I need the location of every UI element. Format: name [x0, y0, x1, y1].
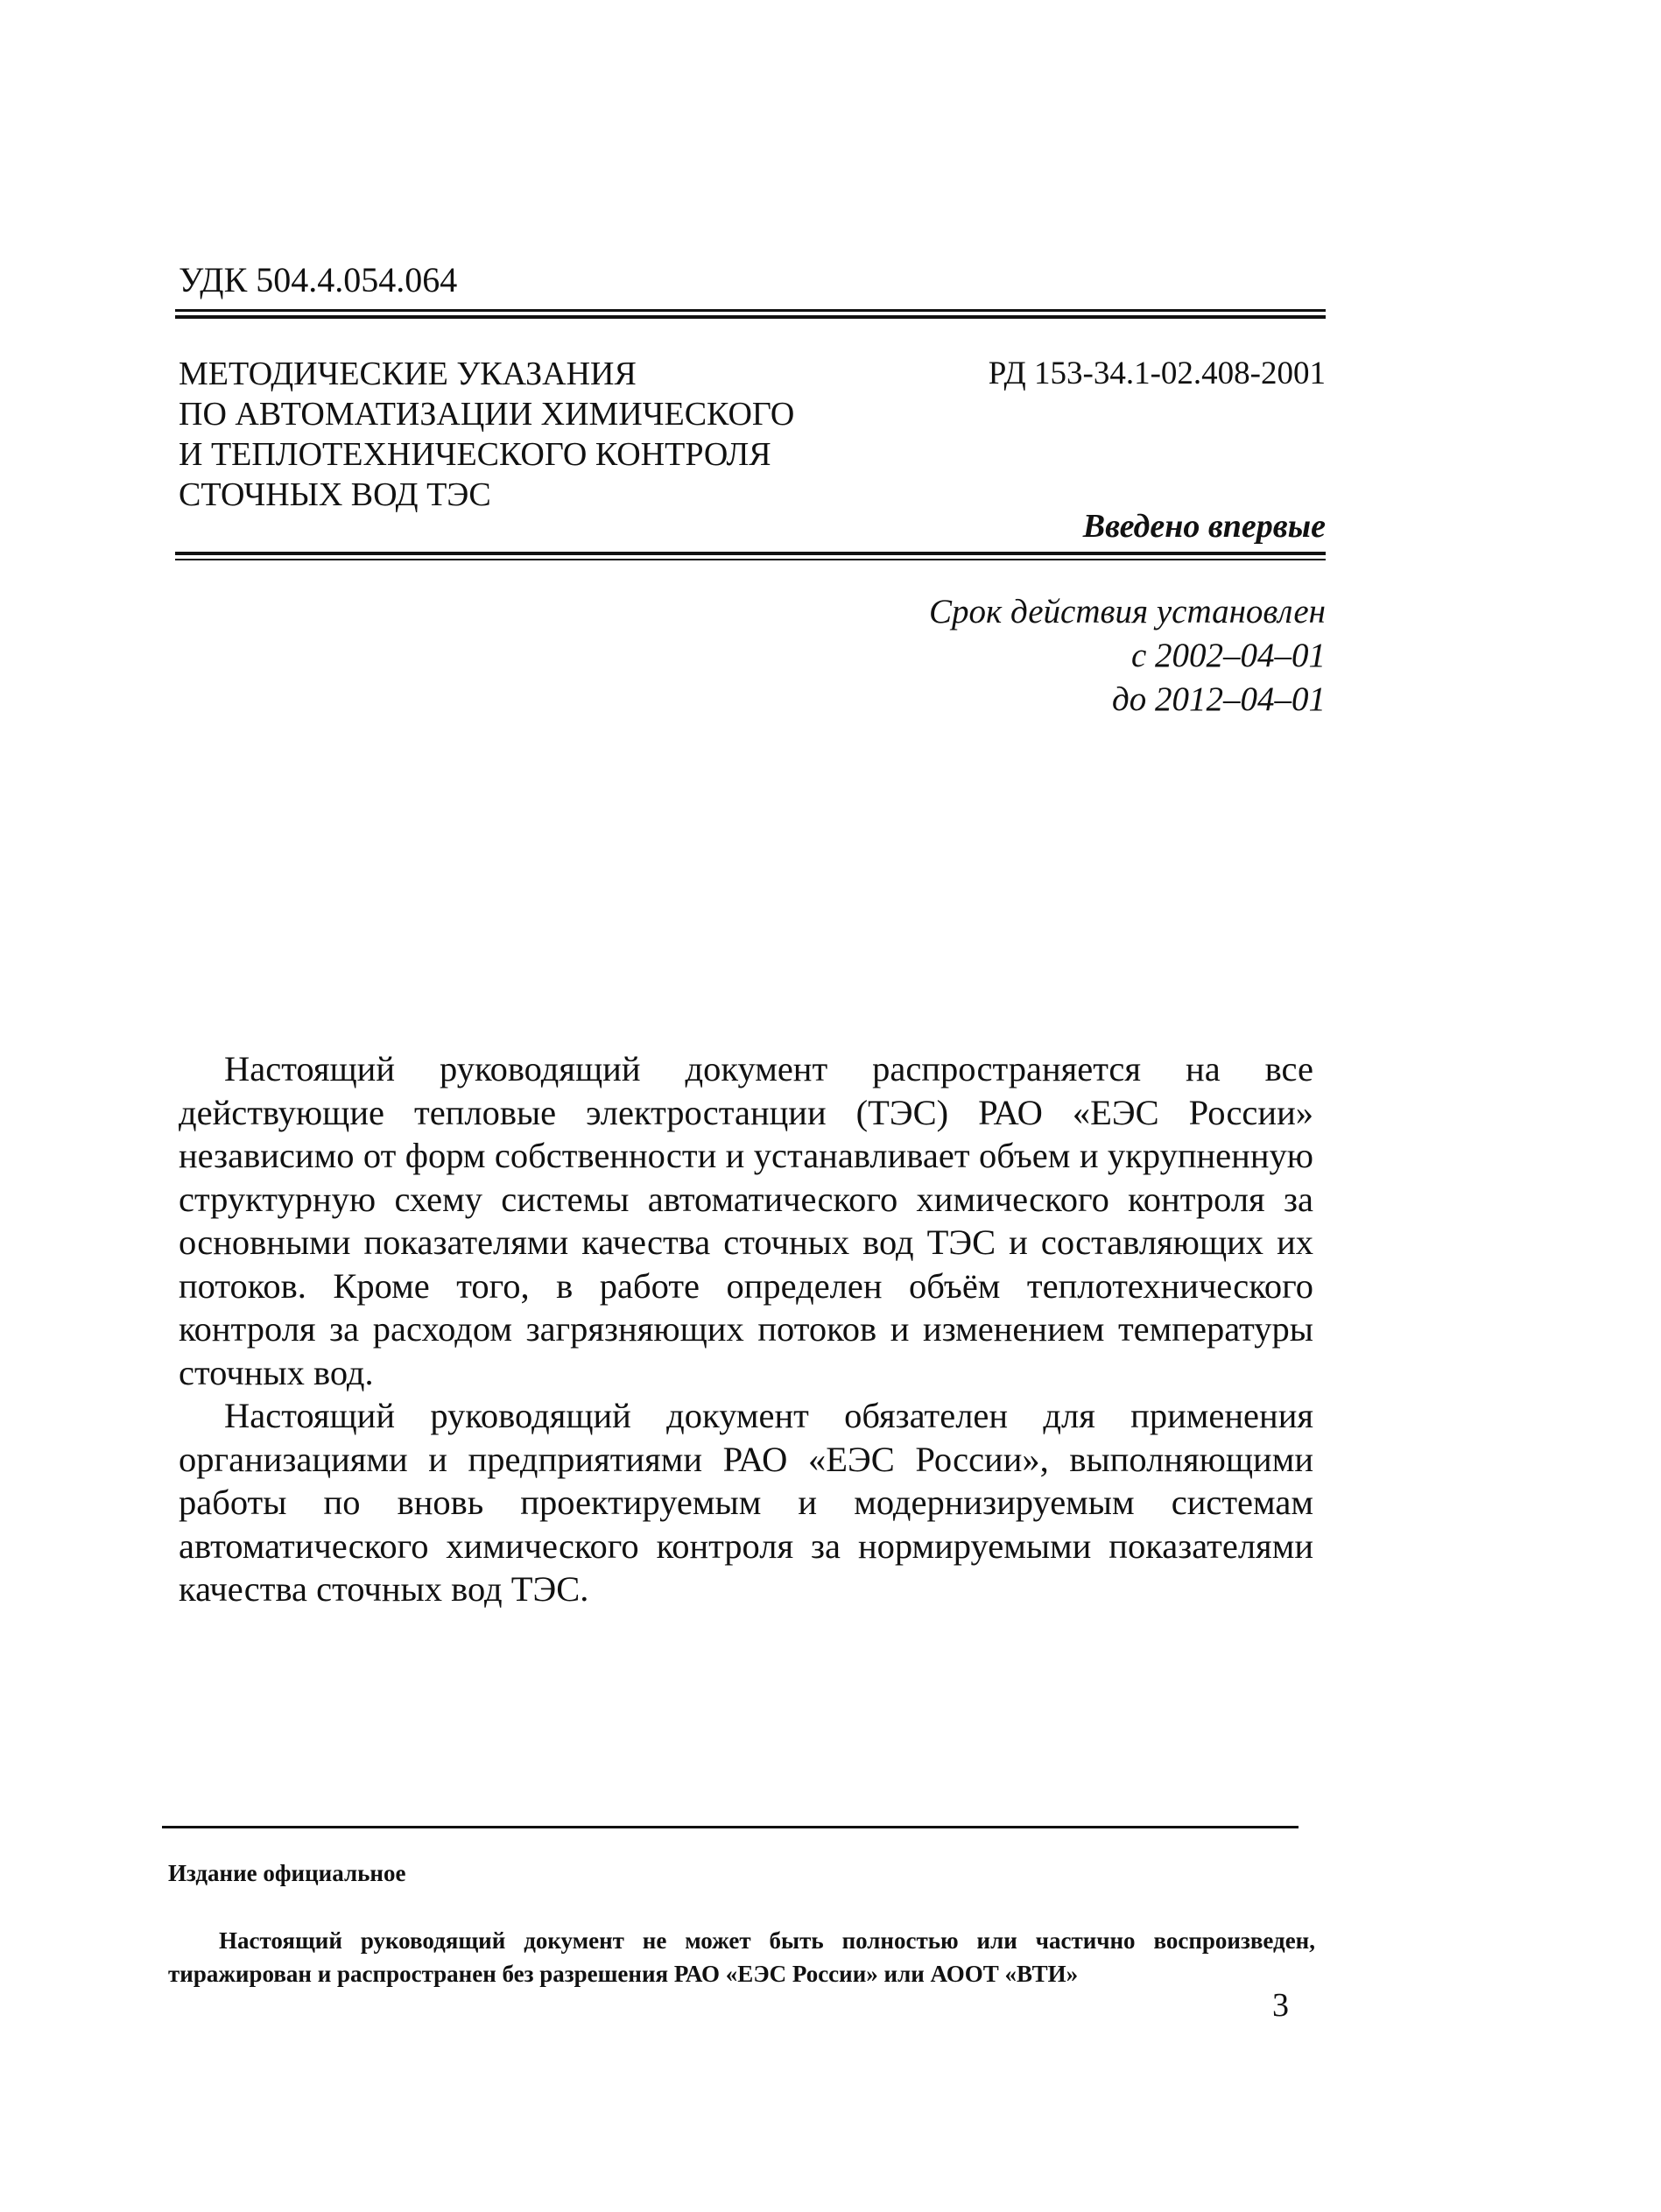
title-line: ПО АВТОМАТИЗАЦИИ ХИМИЧЕСКОГО	[179, 396, 795, 433]
document-title	[179, 354, 794, 515]
footnote-rule	[162, 1826, 1299, 1828]
validity-end-date: до 2012–04–01	[1112, 680, 1326, 718]
validity-line: Срок действия установлен	[929, 593, 1326, 630]
title-line: СТОЧНЫХ ВОД ТЭС	[179, 476, 491, 513]
header-double-rule	[175, 309, 1326, 319]
copyright-notice-text: Настоящий руководящий документ не может быть полностью или частично воспроизведен, тиражирован и распространен без разрешения РАО «ЕЭС России» или АООТ «ВТИ»	[168, 1927, 1315, 1987]
introduced-note: Введено впервые	[1082, 508, 1326, 545]
udk-code: УДК 504.4.054.064	[179, 260, 458, 299]
validity-start-date: с 2002–04–01	[1130, 637, 1326, 674]
section-double-rule	[175, 552, 1326, 560]
body-paragraph: Настоящий руководящий документ распространяется на все действующие тепловые электростанции (ТЭС) РАО «ЕЭС России» независимо от форм собственности и устанавливает объем и укрупненную структурную схему системы автоматического химического контроля за основными показателями качества сточных вод ТЭС и составляющих их потоков. Кроме того, в работе определен объём теплотехнического контроля за расходом загрязняющих потоков и изменением температуры сточных вод.	[179, 1049, 1313, 1392]
edition-label: Издание официальное	[168, 1860, 406, 1886]
page-number: 3	[1272, 1987, 1289, 2024]
body-paragraph: Настоящий руководящий документ обязателен для применения организациями и предприятиями РАО «ЕЭС России», выполняющими работы по вновь проектируемым и модернизируемым системам автоматического химического контроля за нормируемыми показателями качества сточных вод ТЭС.	[179, 1396, 1313, 1609]
title-line: И ТЕПЛОТЕХНИЧЕСКОГО КОНТРОЛЯ	[179, 436, 771, 473]
validity-period	[929, 590, 1326, 722]
title-line: МЕТОДИЧЕСКИЕ УКАЗАНИЯ	[179, 356, 637, 392]
body-text	[179, 1047, 1313, 1611]
rd-designation: РД 153-34.1-02.408-2001	[988, 356, 1326, 391]
copyright-notice	[168, 1924, 1315, 1990]
